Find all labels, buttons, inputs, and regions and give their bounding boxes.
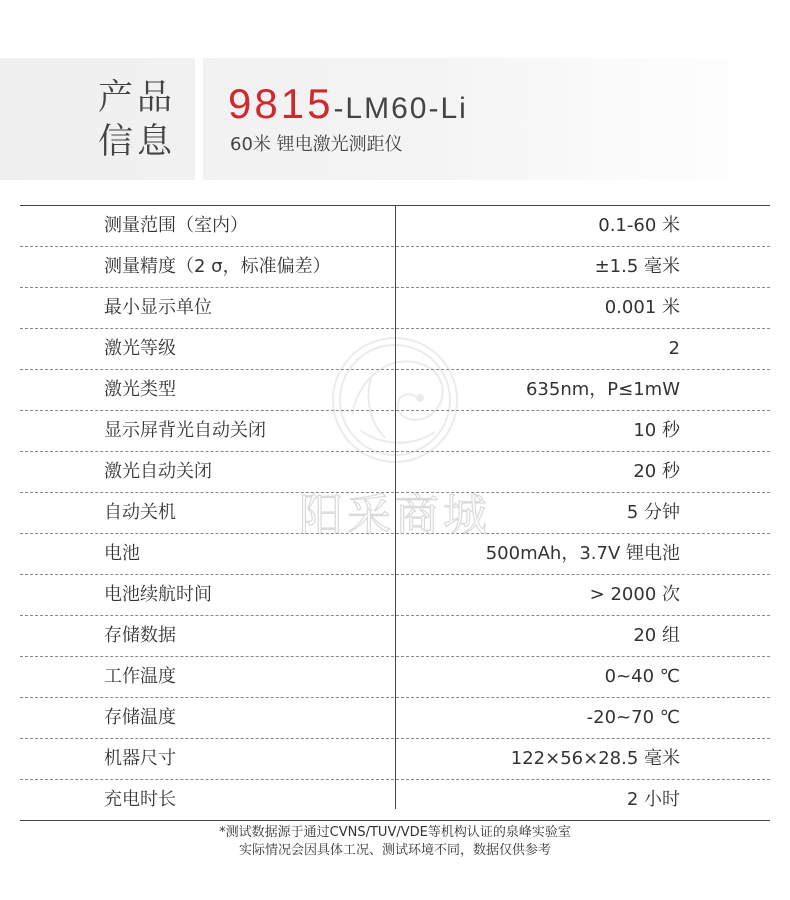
spec-name: 最小显示单位 bbox=[104, 297, 212, 318]
footnote-line-1: *测试数据源于通过CVNS/TUV/VDE等机构认证的泉峰实验室 bbox=[219, 825, 571, 840]
spec-value: 10 秒 bbox=[633, 420, 680, 441]
spec-name: 充电时长 bbox=[104, 789, 176, 810]
spec-name: 测量范围（室内） bbox=[104, 215, 248, 236]
watermark-text: 阳采商城 bbox=[299, 490, 491, 541]
spec-name: 显示屏背光自动关闭 bbox=[104, 420, 266, 441]
spec-value: 635nm，P≤1mW bbox=[525, 379, 680, 400]
spec-value: 20 组 bbox=[633, 625, 680, 646]
spec-name: 机器尺寸 bbox=[104, 748, 176, 769]
spec-name: 激光类型 bbox=[104, 379, 176, 400]
spec-name: 激光等级 bbox=[104, 338, 176, 359]
spec-value: 2 小时 bbox=[626, 789, 680, 810]
column-divider bbox=[395, 205, 396, 809]
spec-name: 电池 bbox=[104, 543, 140, 564]
spec-value: ±1.5 毫米 bbox=[594, 256, 680, 277]
spec-value: 0.1-60 米 bbox=[598, 215, 680, 236]
spec-name: 激光自动关闭 bbox=[104, 461, 212, 482]
spec-value: > 2000 次 bbox=[589, 584, 680, 605]
spec-value: 500mAh，3.7V 锂电池 bbox=[485, 543, 680, 564]
label-line-2: 信息 bbox=[98, 122, 177, 162]
spec-name: 自动关机 bbox=[104, 502, 176, 523]
model-title bbox=[228, 80, 468, 128]
footnotes bbox=[0, 824, 790, 860]
spec-name: 存储温度 bbox=[104, 707, 176, 728]
spec-name: 测量精度（2 σ，标准偏差） bbox=[104, 256, 331, 277]
spec-value: 2 bbox=[668, 338, 680, 359]
label-line-1: 产品 bbox=[98, 78, 177, 118]
product-info-label bbox=[98, 76, 188, 164]
product-subtitle: 60米 锂电激光测距仪 bbox=[230, 134, 403, 155]
spec-value: 20 秒 bbox=[633, 461, 680, 482]
model-suffix: -LM60-Li bbox=[333, 92, 468, 125]
spec-value: 122×56×28.5 毫米 bbox=[510, 748, 680, 769]
header-divider bbox=[195, 58, 203, 180]
footnote-line-2: 实际情况会因具体工况、测试环境不同，数据仅供参考 bbox=[238, 843, 551, 858]
spec-value: 0~40 ℃ bbox=[604, 666, 680, 687]
spec-name: 存储数据 bbox=[104, 625, 176, 646]
spec-name: 工作温度 bbox=[104, 666, 176, 687]
model-number: 9815 bbox=[228, 80, 334, 127]
spec-value: -20~70 ℃ bbox=[586, 707, 680, 728]
spec-name: 电池续航时间 bbox=[104, 584, 212, 605]
spec-value: 0.001 米 bbox=[604, 297, 680, 318]
spec-value: 5 分钟 bbox=[626, 502, 680, 523]
